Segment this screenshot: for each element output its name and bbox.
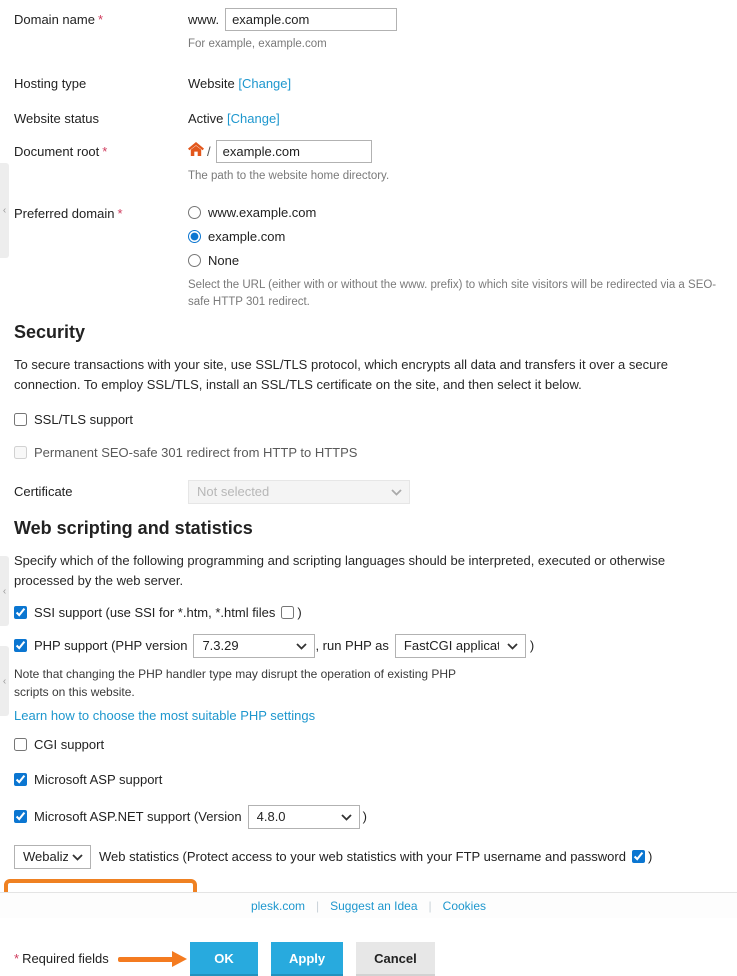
- ssl-support-row[interactable]: SSL/TLS support: [14, 412, 723, 427]
- chevron-left-icon: ‹: [2, 205, 7, 216]
- hosting-type-label: Hosting type: [14, 75, 87, 91]
- aspnet-support-row: Microsoft ASP.NET support (Version 4.8.0 ): [14, 805, 723, 829]
- certificate-select: [188, 480, 410, 504]
- php-support-checkbox[interactable]: [14, 639, 27, 652]
- seo-redirect-row: Permanent SEO-safe 301 redirect from HTTP to HTTPS: [14, 445, 723, 460]
- php-support-block: [14, 634, 723, 723]
- preferred-domain-option-bare[interactable]: example.com: [188, 229, 723, 244]
- website-status-label: Website status: [14, 110, 100, 126]
- web-scripting-description: Specify which of the following programming and scripting languages should be interpreted, executed or otherwise processed by the web server.: [14, 552, 666, 588]
- footer-link-suggest-idea[interactable]: Suggest an Idea: [330, 898, 418, 913]
- php-handler-note: Note that changing the PHP handler type may disrupt the operation of existing PHP scripts on this website.: [14, 666, 456, 699]
- web-statistics-row: Webalizer Web statistics (Protect access to your web statistics with your FTP username and password ): [14, 845, 723, 869]
- document-root-row: [14, 140, 723, 186]
- php-settings-help-link[interactable]: Learn how to choose the most suitable PHP settings: [14, 707, 316, 723]
- domain-name-label: Domain name *: [14, 12, 103, 27]
- radio-example[interactable]: [188, 230, 201, 243]
- certificate-label: Certificate: [14, 483, 73, 499]
- ssi-support-row[interactable]: SSI support (use SSI for *.htm, *.html files ): [14, 605, 723, 620]
- ssi-html-files-checkbox[interactable]: [281, 606, 294, 619]
- page-footer: plesk.com | Suggest an Idea | Cookies: [0, 892, 737, 918]
- chevron-left-icon: ‹: [2, 675, 7, 687]
- php-version-select[interactable]: [193, 634, 315, 658]
- cgi-support-row[interactable]: CGI support: [14, 737, 723, 752]
- preferred-domain-label: Preferred domain *: [14, 205, 123, 221]
- preferred-domain-option-none[interactable]: None: [188, 253, 723, 268]
- radio-none[interactable]: [188, 254, 201, 267]
- domain-name-hint: For example, example.com: [188, 38, 327, 50]
- cgi-support-checkbox[interactable]: [14, 738, 27, 751]
- website-status-row: [14, 107, 723, 126]
- ok-button[interactable]: OK: [190, 942, 258, 976]
- document-root-input[interactable]: [216, 140, 372, 163]
- hosting-type-value: Website: [188, 75, 235, 91]
- document-root-hint: The path to the website home directory.: [188, 169, 390, 182]
- seo-redirect-checkbox: [14, 446, 27, 459]
- aspnet-version-select[interactable]: [248, 805, 360, 829]
- ssl-support-checkbox[interactable]: [14, 413, 27, 426]
- certificate-row: [14, 480, 723, 504]
- chevron-left-icon: ‹: [2, 585, 7, 597]
- arrow-annotation: [118, 951, 190, 967]
- security-heading: Security: [14, 322, 86, 343]
- preferred-domain-row: [14, 202, 723, 313]
- form-actions: [14, 942, 723, 976]
- website-status-change-link[interactable]: [Change]: [227, 110, 280, 126]
- home-icon[interactable]: [188, 142, 204, 159]
- radio-www-example[interactable]: [188, 206, 201, 219]
- web-scripting-heading: Web scripting and statistics: [14, 517, 253, 538]
- domain-name-input[interactable]: [225, 8, 397, 31]
- required-asterisk: *: [97, 12, 103, 27]
- domain-name-row: [14, 8, 723, 54]
- required-asterisk: *: [117, 205, 123, 221]
- web-statistics-select[interactable]: [14, 845, 91, 869]
- required-asterisk: *: [102, 143, 108, 159]
- php-support-row: PHP support (PHP version 7.3.29 , run PHP as FastCGI application ): [14, 634, 723, 658]
- docroot-slash: /: [207, 143, 211, 159]
- php-handler-select[interactable]: [395, 634, 526, 658]
- footer-link-cookies[interactable]: Cookies: [442, 898, 487, 913]
- footer-link-plesk[interactable]: plesk.com: [250, 898, 305, 913]
- document-root-label: Document root *: [14, 143, 108, 159]
- apply-button[interactable]: Apply: [271, 942, 343, 976]
- www-prefix: www.: [188, 12, 220, 27]
- aspnet-support-checkbox[interactable]: [14, 810, 27, 823]
- hosting-type-change-link[interactable]: [Change]: [238, 75, 292, 91]
- webstats-ftp-protect-checkbox[interactable]: [632, 850, 645, 863]
- asp-support-checkbox[interactable]: [14, 773, 27, 786]
- sidebar-collapse-tab[interactable]: [0, 556, 9, 626]
- preferred-domain-option-www[interactable]: www.example.com: [188, 205, 723, 220]
- ssi-support-checkbox[interactable]: [14, 606, 27, 619]
- required-fields-note: * Required fields: [14, 951, 109, 967]
- security-description: To secure transactions with your site, use SSL/TLS protocol, which encrypts all data and transfers it over a secure connection. To employ SSL/TLS, install an SSL/TLS certificate on the site, and then select it below.: [14, 357, 668, 393]
- cancel-button[interactable]: Cancel: [356, 942, 435, 976]
- preferred-domain-hint: Select the URL (either with or without the www. prefix) to which site visitors will be redirected via a SEO-safe HTTP 301 redirect.: [188, 278, 717, 309]
- asp-support-row[interactable]: Microsoft ASP support: [14, 772, 723, 787]
- website-status-value: Active: [188, 110, 224, 126]
- sidebar-collapse-tab[interactable]: [0, 646, 9, 716]
- hosting-type-row: [14, 72, 723, 91]
- sidebar-collapse-tab[interactable]: [0, 163, 9, 258]
